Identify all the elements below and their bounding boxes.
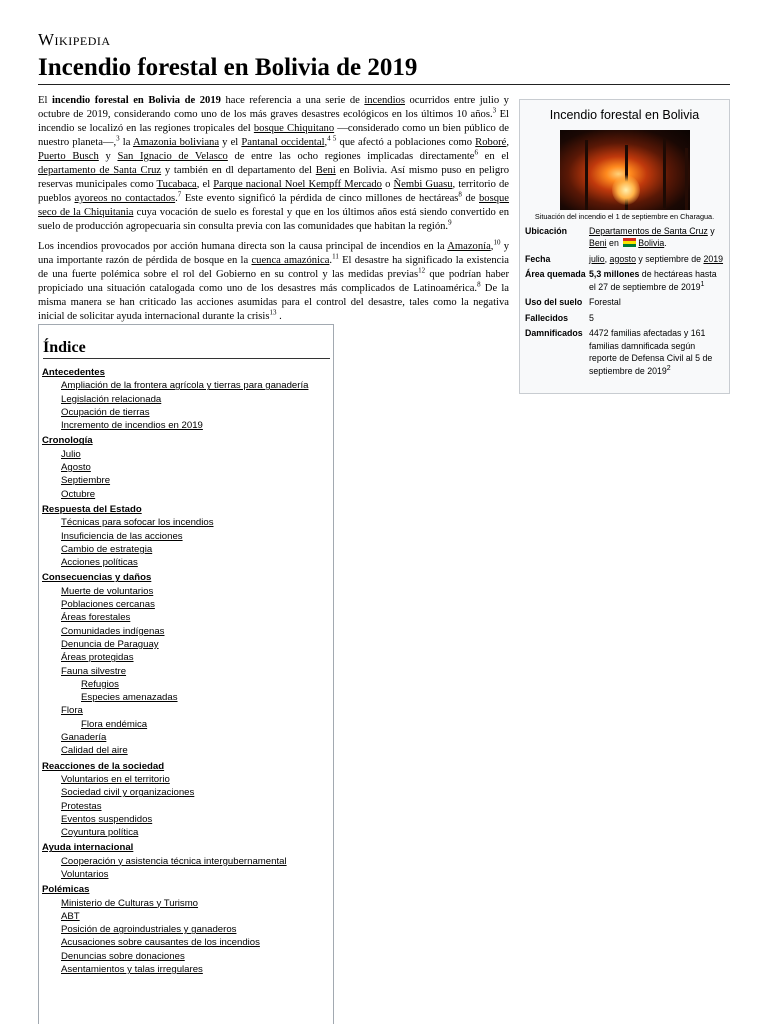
infobox-value [589, 327, 725, 377]
text-run: hace referencia a una serie de [220, 95, 365, 106]
article-link[interactable]: San Ignacio de Velasco [117, 151, 228, 162]
text-run: , [506, 137, 510, 148]
toc-item-link[interactable]: Denuncia de Paraguay [61, 638, 159, 650]
reference-link[interactable]: 13 [269, 308, 277, 317]
text-run: y también en dl departamento del [161, 165, 316, 176]
page-title: Incendio forestal en Bolivia de 2019 [38, 54, 418, 81]
article-link[interactable]: Puerto Busch [38, 151, 99, 162]
text-run: ocurridos entre julio y octubre de 2019, considerando como uno de los más graves desastres ecológicos en los últimos 10 años. [38, 95, 509, 120]
article-link[interactable]: Departamentos de Santa Cruz [589, 225, 708, 236]
reference-link[interactable]: 10 [493, 238, 501, 247]
text-run: de hectáreas hasta el 27 de septiembre de 2019 [589, 269, 717, 292]
toc-item-link[interactable]: Flora [61, 705, 83, 717]
toc-item-link[interactable]: Sociedad civil y organizaciones [61, 787, 195, 799]
toc-item-link[interactable]: Acciones políticas [61, 557, 138, 569]
text-run: Los incendios provocados por acción humana directa son la causa principal de incendios en la [38, 241, 448, 252]
toc-item-link[interactable]: Voluntarios [61, 868, 109, 880]
text-run: de [461, 193, 479, 204]
text-run: la [119, 137, 133, 148]
text-run: o [381, 179, 394, 190]
article-link[interactable]: Parque nacional Noel Kempff Mercado [213, 179, 382, 190]
text-run: en [606, 238, 622, 248]
toc-section [42, 366, 328, 432]
text-run: 4472 familias afectadas y 161 familias damnificada según reporte de Defensa Civil al 5 de septiembre de 2019 [589, 328, 713, 376]
intro-paragraph [38, 94, 509, 234]
text-run: —considerado como un bien público de nuestro planeta—, [38, 123, 510, 148]
toc-item-link[interactable]: Ministerio de Culturas y Turismo [61, 897, 199, 909]
toc-item-link[interactable]: Comunidades indígenas [61, 625, 165, 637]
infobox [519, 99, 730, 394]
infobox-label: Fecha [525, 253, 551, 264]
toc-item-link[interactable]: Posición de agroindustriales y ganaderos [61, 924, 237, 936]
toc-item-link[interactable]: Insuficiencia de las acciones [61, 530, 183, 542]
article-body [38, 94, 509, 330]
toc-subitem-link[interactable]: Especies amenazadas [81, 692, 178, 704]
toc-item-link[interactable]: Ganadería [61, 732, 107, 744]
article-link[interactable]: Beni [589, 238, 607, 248]
toc-item-link[interactable]: Asentamientos y talas irregulares [61, 964, 203, 976]
toc-item-link[interactable]: Coyuntura política [61, 827, 139, 839]
article-link[interactable]: bosque Chiquitano [253, 123, 335, 134]
article-link[interactable]: Amazonía [447, 241, 491, 252]
infobox-label: Ubicación [525, 225, 568, 236]
toc-item-link[interactable]: Calidad del aire [61, 745, 128, 757]
title-divider [38, 84, 730, 85]
toc-item-link[interactable]: Denuncias sobre donaciones [61, 950, 185, 962]
article-link[interactable]: cuenca amazónica [251, 255, 330, 266]
image-caption: Situación del incendio el 1 de septiembre en Charagua. [534, 211, 715, 221]
toc-item-link[interactable]: Agosto [61, 462, 91, 474]
bold-text: 5,3 millones [589, 269, 640, 279]
infobox-row [524, 312, 725, 325]
text-run: . [329, 255, 333, 266]
text-run: y el [219, 137, 242, 148]
toc-item-link[interactable]: Septiembre [61, 475, 111, 487]
article-link[interactable]: Pantanal occidental [241, 137, 325, 148]
toc-item-link[interactable]: Ocupación de tierras [61, 406, 150, 418]
reference-link[interactable]: 1 [700, 280, 705, 288]
infobox-row [524, 327, 725, 377]
toc-item-link[interactable]: Cooperación y asistencia técnica intergubernamental [61, 855, 287, 867]
infobox-label: Uso del suelo [525, 297, 583, 307]
text-run: , el [196, 179, 214, 190]
toc-section [42, 841, 328, 881]
reference-link[interactable]: 3 [492, 106, 497, 115]
toc-item-link[interactable]: Ampliación de la frontera agrícola y tierras para ganadería [61, 380, 309, 392]
text-run: . [175, 193, 178, 204]
toc-section-link[interactable]: Reacciones de la sociedad [42, 760, 165, 772]
toc-item-link[interactable]: Legislación relacionada [61, 393, 162, 405]
article-link[interactable]: agosto [609, 253, 636, 264]
text-run: , territorio de pueblos [38, 179, 510, 204]
table-of-contents [38, 324, 334, 1024]
toc-subitem-link[interactable]: Refugios [81, 678, 119, 690]
text-run: El incendio se localizó en las regiones tropicales del [38, 109, 509, 134]
text-run: . [276, 311, 282, 322]
article-link[interactable]: incendios [364, 95, 405, 106]
reference-link[interactable]: 4 5 [327, 134, 337, 143]
text-run: El [38, 95, 52, 106]
toc-section-link[interactable]: Ayuda internacional [42, 842, 134, 854]
infobox-rows [524, 225, 725, 378]
toc-subitem-link[interactable]: Flora endémica [81, 718, 148, 730]
text-run: que afectó a poblaciones como [336, 137, 476, 148]
article-link[interactable]: Beni [315, 165, 336, 176]
infobox-label: Fallecidos [525, 312, 569, 323]
article-link[interactable]: julio [589, 253, 605, 264]
bold-text: incendio forestal en Bolivia de 2019 [51, 95, 221, 106]
reference-link[interactable]: 8 [477, 280, 481, 289]
article-link[interactable]: ayoreos no contactados [74, 193, 176, 204]
text-run: y [707, 225, 715, 236]
text-run: El desastre ha significado la existencia de una fuerte polémica sobre el rol del Gobierno en su control y las medidas previas [38, 255, 509, 280]
text-run: Forestal [589, 297, 621, 307]
toc-item-link[interactable]: Áreas protegidas [61, 652, 134, 664]
text-run: de entre las ocho regiones implicadas directamente [227, 151, 475, 162]
reference-link[interactable]: 7 [177, 190, 182, 199]
article-link[interactable]: Roboré [475, 137, 507, 148]
text-run: Este evento significó la pérdida de cinco millones de hectáreas [181, 193, 459, 204]
toc-section-link[interactable]: Polémicas [42, 884, 90, 896]
infobox-value [589, 312, 725, 325]
infobox-label: Damnificados [525, 328, 583, 338]
article-link[interactable]: departamento de Santa Cruz [38, 165, 162, 176]
toc-item-link[interactable]: Fauna silvestre [61, 665, 127, 677]
toc-item-link[interactable]: Cambio de estrategia [61, 543, 153, 555]
toc-item-link[interactable]: Octubre [61, 488, 96, 500]
toc-item-link[interactable]: Julio [61, 448, 81, 460]
wikipedia-logo[interactable]: Wikipedia [38, 30, 111, 49]
toc-section-link[interactable]: Antecedentes [42, 367, 105, 378]
article-link[interactable]: Bolivia [638, 238, 665, 248]
text-run: en el [478, 151, 509, 162]
toc-section-link[interactable]: Consecuencias y daños [42, 572, 152, 584]
article-link[interactable]: Ñembi Guasu [393, 179, 453, 190]
text-run: , [604, 253, 610, 264]
reference-link[interactable]: 12 [418, 266, 426, 275]
infobox-row [524, 296, 725, 309]
infobox-value [589, 253, 725, 266]
infobox-row [524, 268, 725, 293]
toc-section [42, 883, 328, 976]
article-link[interactable]: bosque seco de la Chiquitania [38, 193, 510, 218]
reference-link[interactable]: 2 [666, 364, 671, 372]
toc-item-link[interactable]: ABT [61, 910, 80, 922]
infobox-row [524, 225, 725, 250]
toc-item-link[interactable]: Incremento de incendios en 2019 [61, 420, 203, 432]
toc-item-link[interactable]: Protestas [61, 800, 102, 812]
text-run: . [664, 238, 667, 248]
text-run: De la misma manera se han criticado las acciones asumidas para el control del desastre, tales como la negativa inicial de solicitar ayuda internacional durante la crisis [38, 283, 510, 322]
toc-item-link[interactable]: Áreas forestales [61, 612, 131, 624]
text-run: y una importante razón de pérdida de bosque en la [38, 241, 509, 266]
text-run: , [324, 137, 328, 148]
text-run: , [490, 241, 494, 252]
infobox-title: Incendio forestal en Bolivia [549, 108, 700, 122]
reference-link[interactable]: 8 [458, 190, 462, 199]
causes-paragraph [38, 240, 509, 324]
infobox-row [524, 253, 725, 266]
article-link[interactable]: Tucabaca [156, 179, 197, 190]
text-run: y [98, 151, 118, 162]
infobox-value [589, 268, 725, 293]
toc-item-link[interactable]: Poblaciones cercanas [61, 599, 155, 611]
text-run: que podrían haber propiciado una situación catalogada como uno de los desastres más complicados de Latinoamérica. [38, 269, 509, 294]
toc-heading: Índice [43, 339, 330, 359]
article-link[interactable]: 2019 [703, 253, 724, 264]
toc-section [42, 434, 328, 500]
reference-link[interactable]: 9 [448, 218, 452, 227]
toc-section-link[interactable]: Cronología [42, 435, 93, 447]
bolivia-flag-icon [623, 238, 636, 247]
toc-section [42, 760, 328, 840]
toc-item-link[interactable]: Muerte de voluntarios [61, 585, 154, 597]
infobox-value [589, 296, 725, 309]
reference-link[interactable]: 6 [474, 148, 479, 157]
text-run: y septiembre de [635, 253, 704, 264]
toc-item-link[interactable]: Eventos suspendidos [61, 813, 153, 825]
article-link[interactable]: Amazonia boliviana [132, 137, 220, 148]
reference-link[interactable]: 11 [332, 252, 339, 261]
toc-item-link[interactable]: Técnicas para sofocar los incendios [61, 517, 214, 529]
text-run: cuya vocación de suelo es forestal y que en los últimos años está siendo convertido en suelo de producción agropecuaria sin consulta previa con las comunidades que habitan la región. [38, 207, 510, 232]
toc-item-link[interactable]: Acusaciones sobre causantes de los incendios [61, 937, 260, 949]
toc-section [42, 571, 328, 757]
toc-item-link[interactable]: Voluntarios en el territorio [61, 773, 170, 785]
toc-section [42, 503, 328, 569]
toc-list [42, 366, 328, 976]
infobox-label: Área quemada [525, 269, 586, 279]
infobox-value [589, 225, 725, 250]
text-run: en Bolivia. Así mismo puso en peligro reservas municipales como [38, 165, 509, 190]
text-run: 5 [589, 312, 594, 323]
toc-section-link[interactable]: Respuesta del Estado [42, 503, 142, 515]
fire-photo[interactable] [560, 130, 690, 210]
reference-link[interactable]: 3 [116, 134, 120, 143]
